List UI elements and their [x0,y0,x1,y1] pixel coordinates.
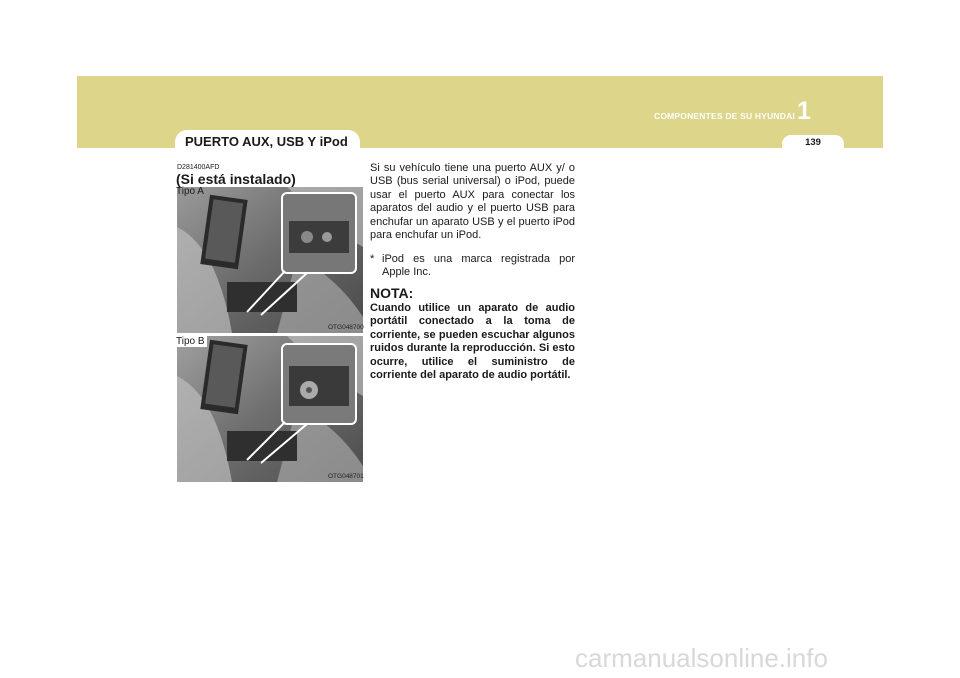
watermark: carmanualsonline.info [575,643,828,673]
nota-text: Cuando utilice un aparato de audio portátil conectado a la toma de corriente, se pueden escuchar algunos ruidos durante la reproducción. Si esto ocurre, utilice el suministro de corriente del aparato de audio portátil. [370,302,575,382]
figure-b-photo [177,336,363,482]
aux-port-photo-icon [177,187,363,333]
section-title: PUERTO AUX, USB Y iPod [185,134,348,149]
figure-a-caption: OTG048700 [328,324,364,331]
figure-b-caption: OTG048701 [328,473,364,480]
footnote [370,253,575,280]
figure-b-label: Tipo B [176,336,205,347]
body-paragraph [370,162,575,242]
section-code: D281400AFD [177,164,220,171]
footnote-mark: * [370,253,375,265]
body-paragraph-text: Si su vehículo tiene una puerto AUX y/ o USB (bus serial universal) o iPod, puede usar el puerto AUX para conectar los aparatos del audio y el puerto USB para enchufar un aparato USB y el puerto iPod para enchufar un iPod. [370,162,575,242]
figure-a-label: Tipo A [176,186,204,197]
aux-port-photo-icon [177,336,363,482]
chapter-number: 1 [797,97,811,125]
section-heading: (Si está instalado) [176,171,296,187]
figure-a-photo [177,187,363,333]
nota-heading: NOTA: [370,285,414,301]
page-number: 139 [805,137,821,148]
chapter-title: COMPONENTES DE SU HYUNDAI [653,111,795,121]
footnote-text: iPod es una marca registrada por Apple Inc. [382,253,575,279]
